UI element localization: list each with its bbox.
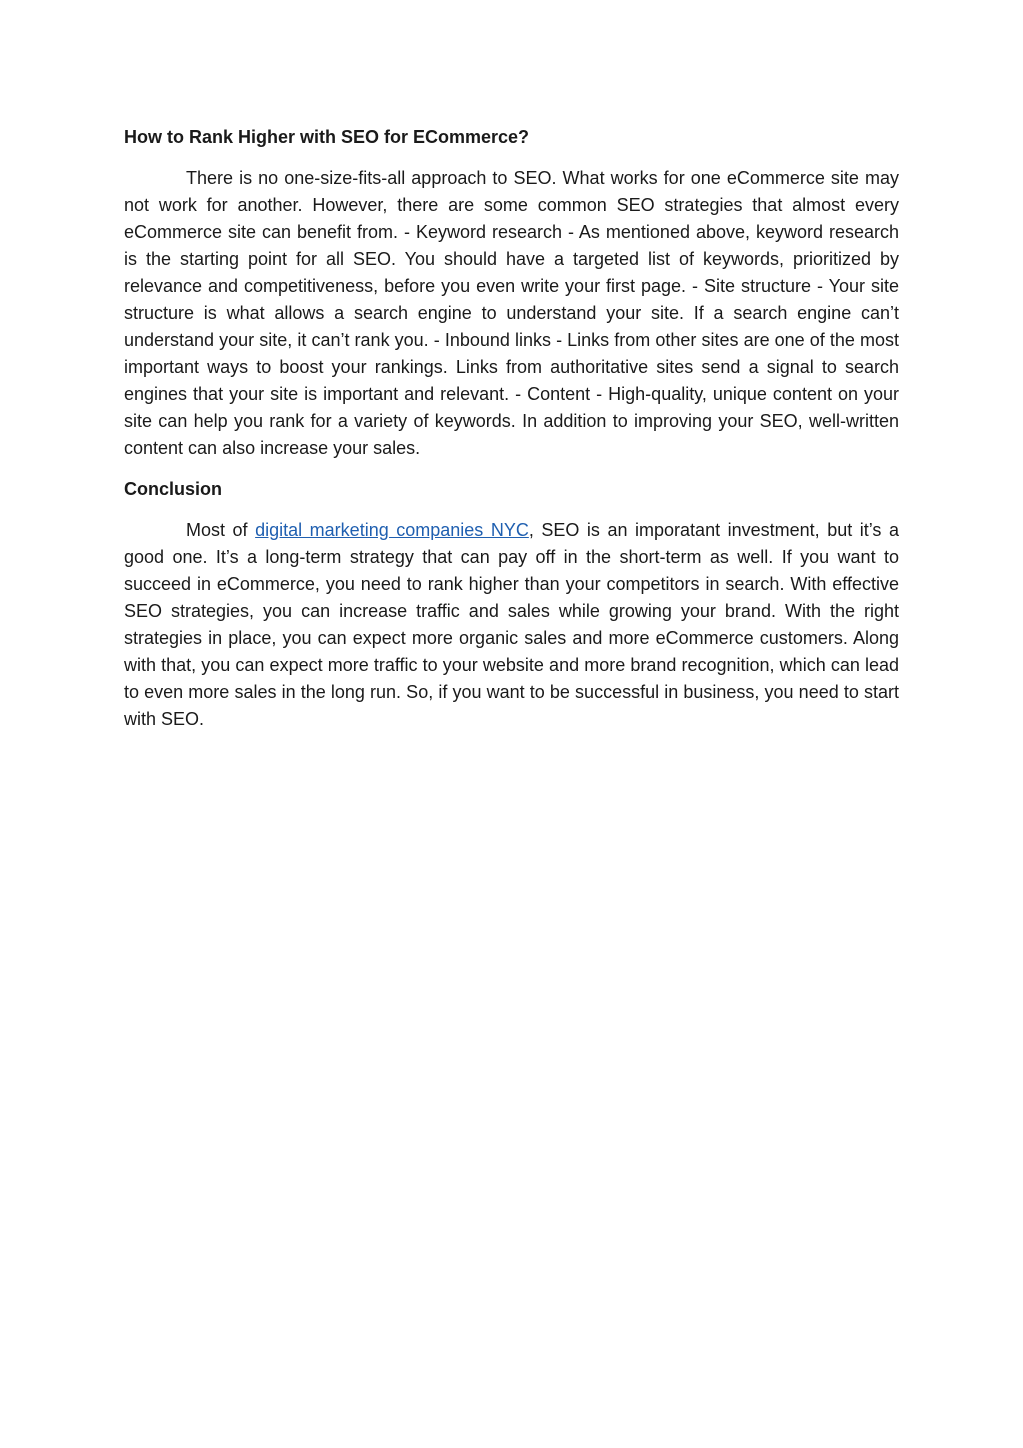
digital-marketing-link[interactable]: digital marketing companies NYC — [255, 520, 529, 540]
conclusion-text-start: Most of — [186, 520, 256, 540]
section-paragraph-conclusion — [124, 517, 899, 733]
section-heading-rank-higher: How to Rank Higher with SEO for ECommerce? — [124, 127, 530, 147]
conclusion-text-rest: , SEO is an imporatant investment, but it’s a good one. It’s a long-term strategy that can pay off in the short-term as well. If you want to succeed in eCommerce, you need to rank higher than your competitors in search. With effective SEO strategies, you can increase traffic and sales while growing your brand. With the right strategies in place, you can expect more organic sales and more eCommerce customers. Along with that, you can expect more traffic to your website and more brand recognition, which can lead to even more sales in the long run. So, if you want to be successful in business, you need to start with SEO. — [124, 520, 899, 729]
section-heading-conclusion: Conclusion — [124, 479, 222, 499]
section-paragraph-seo-strategies: There is no one-size-fits-all approach to SEO. What works for one eCommerce site may not work for another. However, there are some common SEO strategies that almost every eCommerce site can benefit from. - Keyword research - As mentioned above, keyword research is the starting point for all SEO. You should have a targeted list of keywords, prioritized by relevance and competitiveness, before you even write your first page. - Site structure - Your site structure is what allows a search engine to understand your site. If a search engine can’t understand your site, it can’t rank you. - Inbound links - Links from other sites are one of the most important ways to boost your rankings. Links from authoritative sites send a signal to search engines that your site is important and relevant. - Content - High-quality, unique content on your site can help you rank for a variety of keywords. In addition to improving your SEO, well-written content can also increase your sales. — [124, 168, 899, 458]
document-body — [124, 124, 899, 747]
